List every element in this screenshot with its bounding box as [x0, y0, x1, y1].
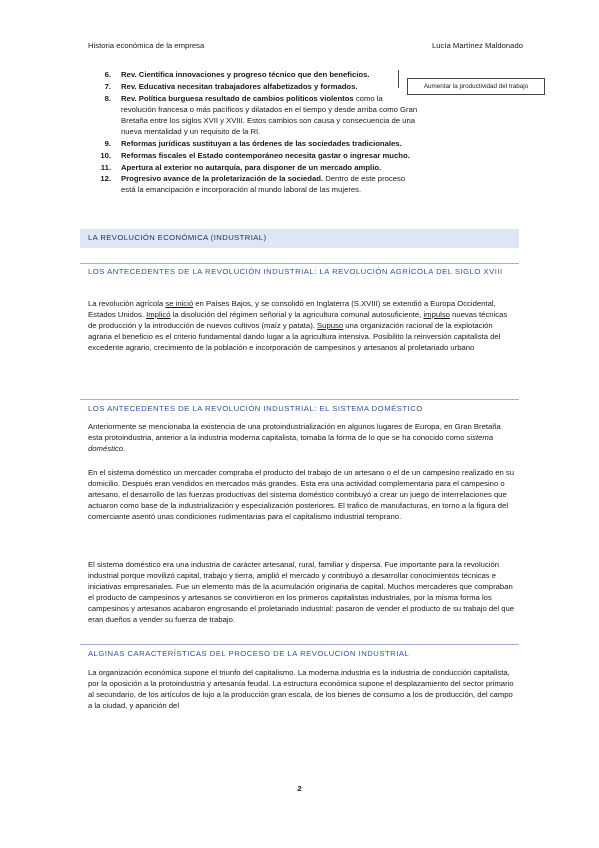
list-item-number: 9. — [104, 138, 111, 148]
list-item-number: 8. — [104, 93, 111, 103]
list-item-number: 12. — [100, 174, 111, 184]
list-item-text: Reformas fiscales el Estado contemporáneo necesita gastar o ingresar mucho. — [121, 150, 410, 160]
list-item — [88, 94, 418, 138]
section-title-characteristics: ALGINAS CARACTERÍSTICAS DEL PROCESO DE LA REVOLUCIÓN INDUSTRIAL — [88, 649, 410, 658]
paragraph-domestic-1: Anteriormente se mencionaba la existencia de una protoindustrialización en algunos lugares de Europa, en Gran Bretaña esta protoindustria, anterior a la industria moderna capitalista, tomaba la forma de lo que se ha conocido como sistema doméstico. — [88, 422, 501, 453]
section-title-agricultural: LOS ANTECEDENTES DE LA REVOLUCIÓN INDUSTRIAL: LA REVOLUCIÓN AGRÍCOLA DEL SIGLO XVIII — [88, 267, 503, 276]
paragraph-domestic-2: En el sistema doméstico un mercader compraba el producto del trabajo de un artesano o el de un campesino realizado en su domicilio. Después eran vendidos en mercados más grandes. Esta era una actividad complementaria para el campesino o artesano, el desarrollo de las fuerzas productivas del sistema doméstico contribuyó a crear un juego de interrelaciones que actuaron como base de la industrialización y especialización posteriores. El trafico de manufacturas, en torno a la figura del comerciante asentó unas condiciones rudimentarias para el capitalismo industrial temprano. — [88, 468, 515, 521]
paragraph-agricultural: La revolución agrícola se inició en Países Bajos, y se consolidó en Inglaterra (S.XVIII) se extendió a Europa Occidental, Estados Unidos. Implicó la disolución del régimen señorial y la agricultura comunal autosuficiente, impulso nuevas técnicas de producción y la introducción de nuevos cultivos (maíz y patata). Supuso una organización racional de la explotación agraria el beneficio es el criterio fundamental dando lugar a la agricultura intensiva. Posibilito la reinversión capitalista del excedente agrario, crecimiento de la población e incorporación de campesinos y artesanos al proletariado urbano — [88, 299, 508, 352]
band-title: LA REVOLUCIÓN ECONÓMICA (INDUSTRIAL) — [88, 233, 267, 242]
list-item-text: Rev. Educativa necesitan trabajadores alfabetizados y formados. — [121, 81, 358, 91]
numbered-list — [88, 70, 418, 197]
list-item-number: 11. — [100, 162, 111, 172]
list-item — [88, 163, 418, 174]
list-item-number: 6. — [104, 70, 111, 79]
header-author: Lucía Martínez Maldonado — [431, 41, 523, 50]
callout-comment: Aumentar la productividad del trabajo — [407, 78, 545, 95]
list-item — [88, 70, 418, 81]
section-rule — [80, 399, 519, 400]
list-item-number: 10. — [100, 150, 111, 160]
list-item — [88, 174, 418, 196]
list-item-text: Rev. Política burguesa resultado de cambios políticos violentos como la revolución francesa o más pacíficos y dilatados en el tiempo y desde arriba como Gran Bretaña entre los siglos XVII y XVIII. Estos cambios son causa y consecuencia de una nueva mentalidad y un requisito de la RI. — [121, 93, 418, 136]
list-item — [88, 151, 418, 162]
paragraph-characteristics: La organización económica supone el triunfo del capitalismo. La moderna industria es la industria de conducción capitalista, por la oposición a la protoindustria y artesanía feudal. La estructura económica supone el desplazamiento del sector primario al secundario, de los artículos de lujo a la producción gran escala, de los bienes de consumo a los de producción, del campo a la ciudad, y aparición del — [88, 668, 514, 710]
list-item-text: Progresivo avance de la proletarización de la sociedad. Dentro de este proceso está la emancipación e incorporación al mundo laboral de las mujeres. — [121, 174, 406, 195]
page-number: 2 — [297, 784, 302, 793]
section-rule — [80, 263, 519, 264]
list-item-text: Apertura al exterior no autarquía, para disponer de un mercado amplio. — [121, 162, 382, 172]
list-item-number: 7. — [104, 81, 111, 91]
list-item-text: Reformas jurídicas sustituyan a las órdenes de las sociedades tradicionales. — [121, 138, 402, 148]
section-title-domestic-system: LOS ANTECEDENTES DE LA REVOLUCIÓN INDUSTRIAL: EL SISTEMA DOMÉSTICO — [88, 404, 423, 413]
list-item — [88, 82, 418, 93]
section-rule — [80, 644, 519, 645]
paragraph-domestic-3: El sistema doméstico era una industria de carácter artesanal, rural, familiar y dispersa. Fue importante para la revolución industrial porque movilizó capital, trabajo y tierra, amplió el mercado y contribuyó a desarrollar conocimientos técnicas e iniciativas empresariales. Fue un elemento más de la acumulación originaria de capital. Muchos mercaderes que compraban el producto de campesinos y artesanos se convirtieron en los primeros capitalistas industriales, por la misma forma los campesinos y artesanos acabaron engrosando el proletariado industrial: pasaron de vender el producto de su trabajo del que eran dueños a vender su fuerza de trabajo. — [88, 560, 515, 624]
list-item — [88, 139, 418, 150]
header-course-title: Historia económica de la empresa — [88, 41, 205, 50]
list-item-text: Rev. Científica innovaciones y progreso técnico que den beneficios. — [121, 70, 370, 79]
